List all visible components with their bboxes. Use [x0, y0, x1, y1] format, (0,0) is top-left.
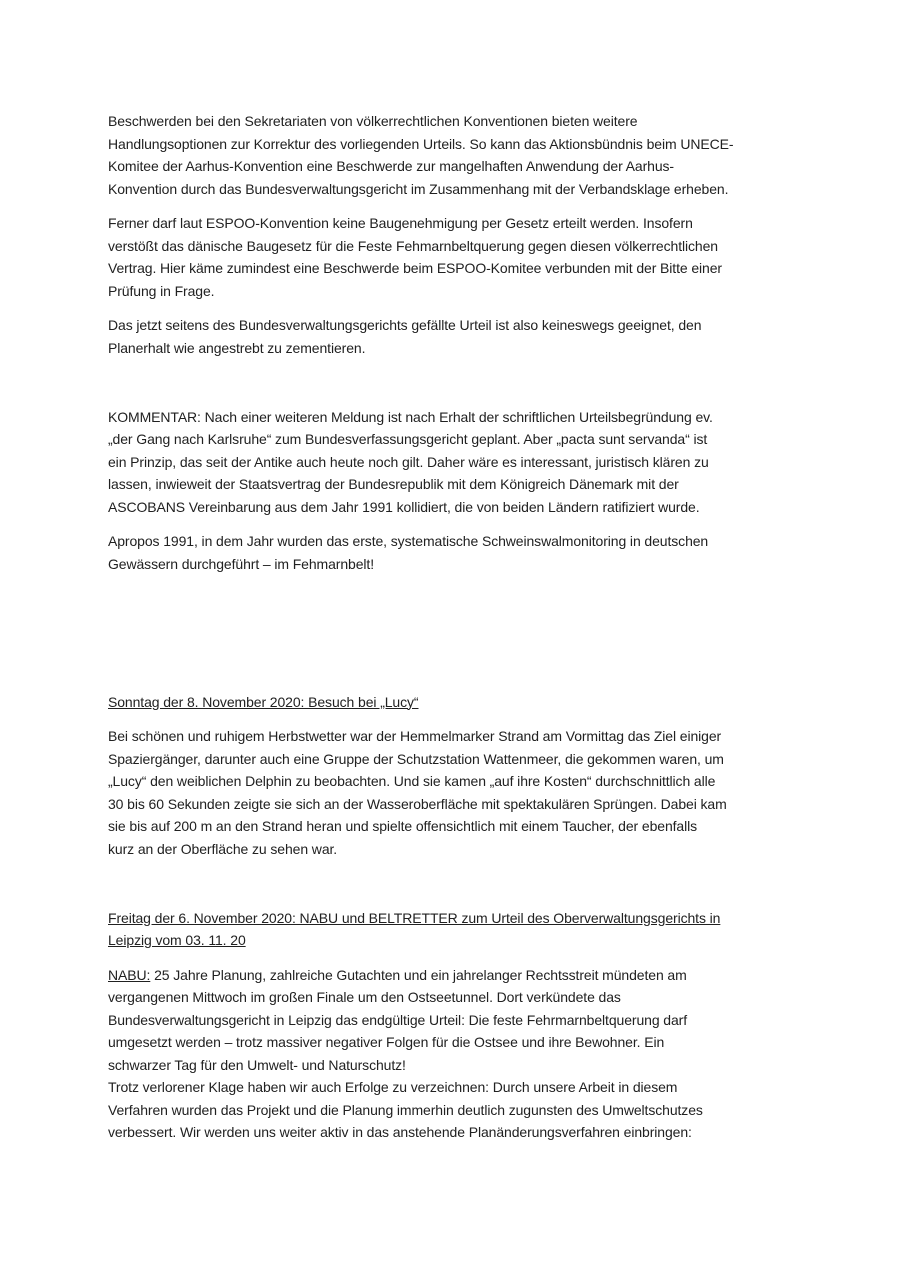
text-line: vergangenen Mittwoch im großen Finale um den Ostseetunnel. Dort verkündete das	[108, 989, 621, 1005]
paragraph	[108, 406, 808, 519]
text-line: verbessert. Wir werden uns weiter aktiv in das anstehende Planänderungsverfahren einbringen:	[108, 1124, 692, 1140]
text-line: lassen, inwieweit der Staatsvertrag der Bundesrepublik mit dem Königreich Dänemark mit der	[108, 476, 679, 492]
text-line: ein Prinzip, das seit der Antike auch heute noch gilt. Daher wäre es interessant, juristisch klären zu	[108, 453, 709, 470]
text-line: Vertrag. Hier käme zumindest eine Beschwerde beim ESPOO-Komitee verbunden mit der Bitte einer	[108, 260, 722, 276]
text-line: Trotz verlorener Klage haben wir auch Erfolge zu verzeichnen: Durch unsere Arbeit in diesem	[108, 1079, 678, 1095]
paragraph	[108, 314, 808, 359]
paragraph	[108, 725, 808, 860]
document-body	[108, 110, 808, 1156]
text-line: umgesetzt werden – trotz massiver negativer Folgen für die Ostsee und ihre Bewohner. Ein	[108, 1034, 665, 1050]
empty-paragraph-spacer	[108, 587, 808, 691]
heading-underlined-text: Leipzig vom 03. 11. 20	[108, 932, 246, 948]
text-line: Bei schönen und ruhigem Herbstwetter war der Hemmelmarker Strand am Vormittag das Ziel einiger	[108, 728, 722, 744]
text-line: Planerhalt wie angestrebt zu zementieren.	[108, 339, 366, 356]
text-line	[108, 907, 808, 930]
text-line: NABU: 25 Jahre Planung, zahlreiche Gutachten und ein jahrelanger Rechtsstreit mündeten am	[108, 966, 687, 983]
text-line: Verfahren wurden das Projekt und die Planung immerhin deutlich zugunsten des Umweltschutzes	[108, 1101, 703, 1118]
text-line: Komitee der Aarhus-Konvention eine Beschwerde zur mangelhaften Anwendung der Aarhus-	[108, 158, 674, 174]
text-line: KOMMENTAR: Nach einer weiteren Meldung ist nach Erhalt der schriftlichen Urteilsbegründung ev.	[108, 408, 713, 425]
text-line: Beschwerden bei den Sekretariaten von völkerrechtlichen Konventionen bieten weitere	[108, 113, 638, 129]
text-line: Gewässern durchgeführt – im Fehmarnbelt!	[108, 555, 375, 572]
paragraph	[108, 530, 808, 575]
empty-paragraph-spacer	[108, 872, 808, 907]
text-line: verstößt das dänische Baugesetz für die Feste Fehmarnbeltquerung gegen diesen völkerrechtlichen	[108, 237, 718, 254]
paragraph	[108, 964, 808, 1144]
text-line	[108, 929, 808, 952]
text-line: kurz an der Oberfläche zu sehen war.	[108, 840, 338, 857]
text-line: ASCOBANS Vereinbarung aus dem Jahr 1991 kollidiert, die von beiden Ländern ratifiziert wurde.	[108, 498, 700, 515]
text-line: Das jetzt seitens des Bundesverwaltungsgerichts gefällte Urteil ist also keineswegs geeignet, den	[108, 317, 702, 333]
section-heading	[108, 691, 808, 714]
text-line: schwarzer Tag für den Umwelt- und Naturschutz!	[108, 1056, 406, 1073]
text-line: „Lucy“ den weiblichen Delphin zu beobachten. Und sie kamen „auf ihre Kosten“ durchschnittlich alle	[108, 773, 716, 789]
text-line: Bundesverwaltungsgericht in Leipzig das endgültige Urteil: Die feste Fehrmarnbeltquerung darf	[108, 1011, 688, 1028]
text-line: Prüfung in Frage.	[108, 282, 215, 299]
heading-underlined-text: Sonntag der 8. November 2020: Besuch bei „Lucy“	[108, 693, 419, 710]
text-line: Konvention durch das Bundesverwaltungsgericht im Zusammenhang mit der Verbandsklage erheben.	[108, 180, 729, 197]
underlined-lead-in: NABU:	[108, 966, 151, 983]
text-line: „der Gang nach Karlsruhe“ zum Bundesverfassungsgericht geplant. Aber „pacta sunt servanda“ ist	[108, 431, 708, 447]
text-line: Ferner darf laut ESPOO-Konvention keine Baugenehmigung per Gesetz erteilt werden. Insofern	[108, 215, 693, 231]
text-line: Handlungsoptionen zur Korrektur des vorliegenden Urteils. So kann das Aktionsbündnis beim UNECE-	[108, 135, 734, 152]
text-line	[108, 691, 808, 714]
paragraph	[108, 212, 808, 302]
heading-underlined-text: Freitag der 6. November 2020: NABU und BELTRETTER zum Urteil des Oberverwaltungsgerichts in	[108, 909, 721, 926]
empty-paragraph-spacer	[108, 371, 808, 406]
text-line: sie bis auf 200 m an den Strand heran und spielte offensichtlich mit einem Taucher, der ebenfalls	[108, 818, 698, 834]
section-heading	[108, 907, 808, 952]
text-line: Apropos 1991, in dem Jahr wurden das erste, systematische Schweinswalmonitoring in deutschen	[108, 533, 709, 549]
paragraph	[108, 110, 808, 200]
text-line: 30 bis 60 Sekunden zeigte sie sich an der Wasseroberfläche mit spektakulären Sprüngen. Dabei kam	[108, 795, 727, 812]
text-line: Spaziergänger, darunter auch eine Gruppe der Schutzstation Wattenmeer, die gekommen waren, um	[108, 750, 724, 767]
